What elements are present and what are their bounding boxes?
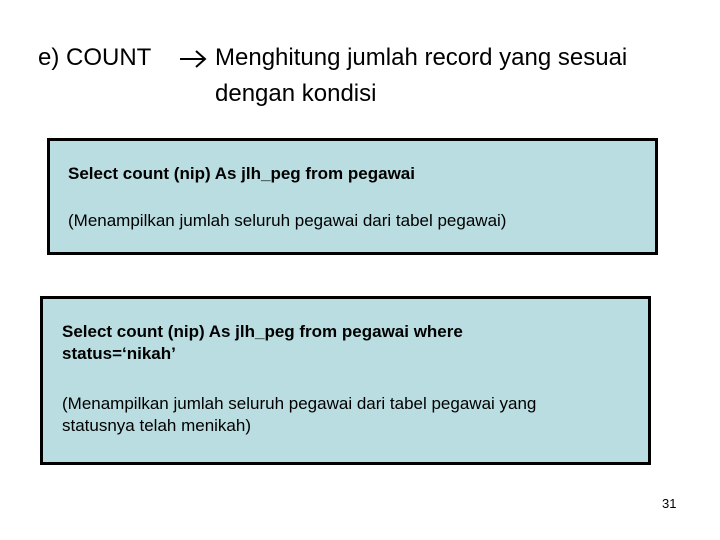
sql-query: Select count (nip) As jlh_peg from pegawai: [68, 164, 415, 183]
query-box-1: [47, 138, 658, 255]
sql-query-line-2: status=‘nikah’: [62, 344, 176, 363]
query-description: (Menampilkan jumlah seluruh pegawai dari tabel pegawai): [68, 211, 507, 230]
heading-line-2: dengan kondisi: [215, 80, 377, 107]
sql-query-line-1: Select count (nip) As jlh_peg from pegawai where: [62, 322, 463, 341]
heading-line-1: Menghitung jumlah record yang sesuai: [215, 44, 628, 71]
query-box-2: [40, 296, 651, 465]
heading-prefix: e) COUNT: [38, 44, 152, 71]
arrow-right-icon: [178, 48, 208, 70]
slide-heading: [0, 0, 720, 120]
description-line-1: (Menampilkan jumlah seluruh pegawai dari tabel pegawai yang: [62, 394, 537, 413]
description-line-2: statusnya telah menikah): [62, 416, 251, 435]
page-number: 31: [662, 496, 677, 511]
query-description: [62, 393, 632, 437]
sql-query: [62, 321, 632, 365]
